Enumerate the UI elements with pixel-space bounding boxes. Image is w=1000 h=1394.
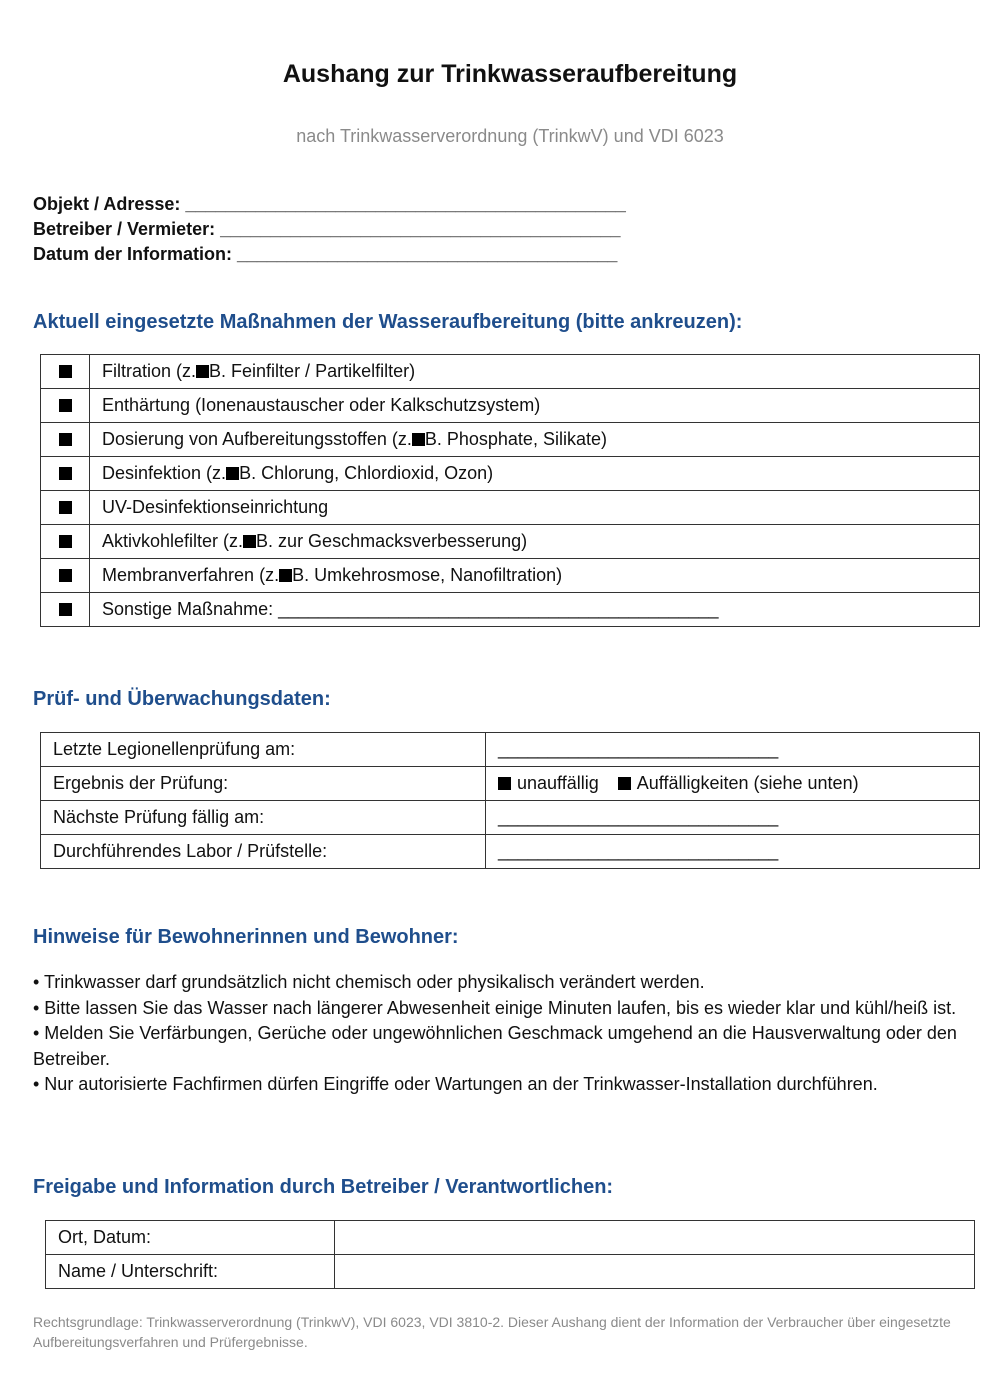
table-row xyxy=(41,525,980,559)
table-row xyxy=(41,355,980,389)
list-item: • Melden Sie Verfärbungen, Gerüche oder ungewöhnlichen Geschmack umgehend an die Hausverwaltung oder den Betreiber. xyxy=(33,1023,957,1069)
page-subtitle: nach Trinkwasserverordnung (TrinkwV) und VDI 6023 xyxy=(296,126,724,146)
checkbox-square-icon xyxy=(59,365,72,378)
checkbox[interactable] xyxy=(41,525,90,559)
square-icon xyxy=(279,569,292,582)
row-label: Ergebnis der Prüfung: xyxy=(41,767,486,801)
measure-label: Aktivkohlefilter (z. B. zur Geschmacksverbesserung) xyxy=(90,525,980,559)
checkbox[interactable] xyxy=(41,389,90,423)
row-label: Ort, Datum: xyxy=(46,1221,335,1255)
signature-field[interactable] xyxy=(335,1255,975,1289)
checkbox-square-icon xyxy=(618,777,631,790)
test-result-options xyxy=(486,767,980,801)
checkbox[interactable] xyxy=(41,423,90,457)
checkbox-square-icon xyxy=(498,777,511,790)
table-row xyxy=(41,835,980,869)
row-label: Name / Unterschrift: xyxy=(46,1255,335,1289)
table-row xyxy=(41,593,980,627)
checkbox[interactable] xyxy=(41,355,90,389)
next-test-date-field[interactable]: ____________________________ xyxy=(486,801,980,835)
option-unremarkable[interactable]: unauffällig xyxy=(498,773,599,794)
legal-footer: Rechtsgrundlage: Trinkwasserverordnung (TrinkwV), VDI 6023, VDI 3810-2. Dieser Aushang dient der Information der Verbraucher über eingesetzte Aufbereitungsverfahren und Prüfergebnisse. xyxy=(33,1314,951,1350)
checkbox-square-icon xyxy=(59,433,72,446)
measures-table xyxy=(40,354,980,627)
table-row xyxy=(41,767,980,801)
square-icon xyxy=(196,365,209,378)
checkbox-square-icon xyxy=(59,501,72,514)
measure-label: Dosierung von Aufbereitungsstoffen (z. B. Phosphate, Silikate) xyxy=(90,423,980,457)
table-row xyxy=(41,491,980,525)
checkbox-square-icon xyxy=(59,569,72,582)
table-row xyxy=(46,1221,975,1255)
option-abnormalities[interactable]: Auffälligkeiten (siehe unten) xyxy=(618,773,859,794)
list-item: • Bitte lassen Sie das Wasser nach längerer Abwesenheit einige Minuten laufen, bis es wieder klar und kühl/heiß ist. xyxy=(33,997,957,1018)
measure-label-other[interactable]: Sonstige Maßnahme: ____________________________________________ xyxy=(90,593,980,627)
checkbox-square-icon xyxy=(59,603,72,616)
measures-heading: Aktuell eingesetzte Maßnahmen der Wasseraufbereitung (bitte ankreuzen): xyxy=(33,311,743,333)
checkbox[interactable] xyxy=(41,593,90,627)
table-row xyxy=(41,423,980,457)
table-row xyxy=(41,389,980,423)
release-heading: Freigabe und Information durch Betreiber / Verantwortlichen: xyxy=(33,1176,614,1198)
release-table xyxy=(45,1220,975,1289)
row-label: Durchführendes Labor / Prüfstelle: xyxy=(41,835,486,869)
row-label: Nächste Prüfung fällig am: xyxy=(41,801,486,835)
square-icon xyxy=(226,467,239,480)
table-row xyxy=(41,733,980,767)
inspection-heading: Prüf- und Überwachungsdaten: xyxy=(33,688,331,710)
list-item: • Trinkwasser darf grundsätzlich nicht chemisch oder physikalisch verändert werden. xyxy=(33,972,705,992)
checkbox[interactable] xyxy=(41,559,90,593)
measure-label: Filtration (z. B. Feinfilter / Partikelfilter) xyxy=(90,355,980,389)
table-row xyxy=(41,559,980,593)
square-icon xyxy=(412,433,425,446)
table-row xyxy=(41,801,980,835)
measure-label: UV-Desinfektionseinrichtung xyxy=(90,491,980,525)
checkbox-square-icon xyxy=(59,467,72,480)
checkbox-square-icon xyxy=(59,399,72,412)
table-row xyxy=(46,1255,975,1289)
checkbox[interactable] xyxy=(41,457,90,491)
measure-label: Membranverfahren (z. B. Umkehrosmose, Nanofiltration) xyxy=(90,559,980,593)
inspection-table xyxy=(40,732,980,869)
lab-field[interactable]: ____________________________ xyxy=(486,835,980,869)
row-label: Letzte Legionellenprüfung am: xyxy=(41,733,486,767)
table-row xyxy=(41,457,980,491)
checkbox-square-icon xyxy=(59,535,72,548)
page-title: Aushang zur Trinkwasseraufbereitung xyxy=(282,60,738,88)
notes-list xyxy=(33,970,993,1098)
measure-label: Enthärtung (Ionenaustauscher oder Kalkschutzsystem) xyxy=(90,389,980,423)
operator-field[interactable]: Betreiber / Vermieter: ________________________________________ xyxy=(33,219,621,239)
square-icon xyxy=(243,535,256,548)
meta-block xyxy=(33,192,626,267)
checkbox[interactable] xyxy=(41,491,90,525)
date-field[interactable]: Datum der Information: ______________________________________ xyxy=(33,244,618,264)
measure-label: Desinfektion (z. B. Chlorung, Chlordioxid, Ozon) xyxy=(90,457,980,491)
list-item: • Nur autorisierte Fachfirmen dürfen Eingriffe oder Wartungen an der Trinkwasser-Installation durchführen. xyxy=(33,1074,878,1094)
place-date-field[interactable] xyxy=(335,1221,975,1255)
notes-heading: Hinweise für Bewohnerinnen und Bewohner: xyxy=(33,926,459,948)
object-address-field[interactable]: Objekt / Adresse: ____________________________________________ xyxy=(33,194,626,214)
last-test-date-field[interactable]: ____________________________ xyxy=(486,733,980,767)
